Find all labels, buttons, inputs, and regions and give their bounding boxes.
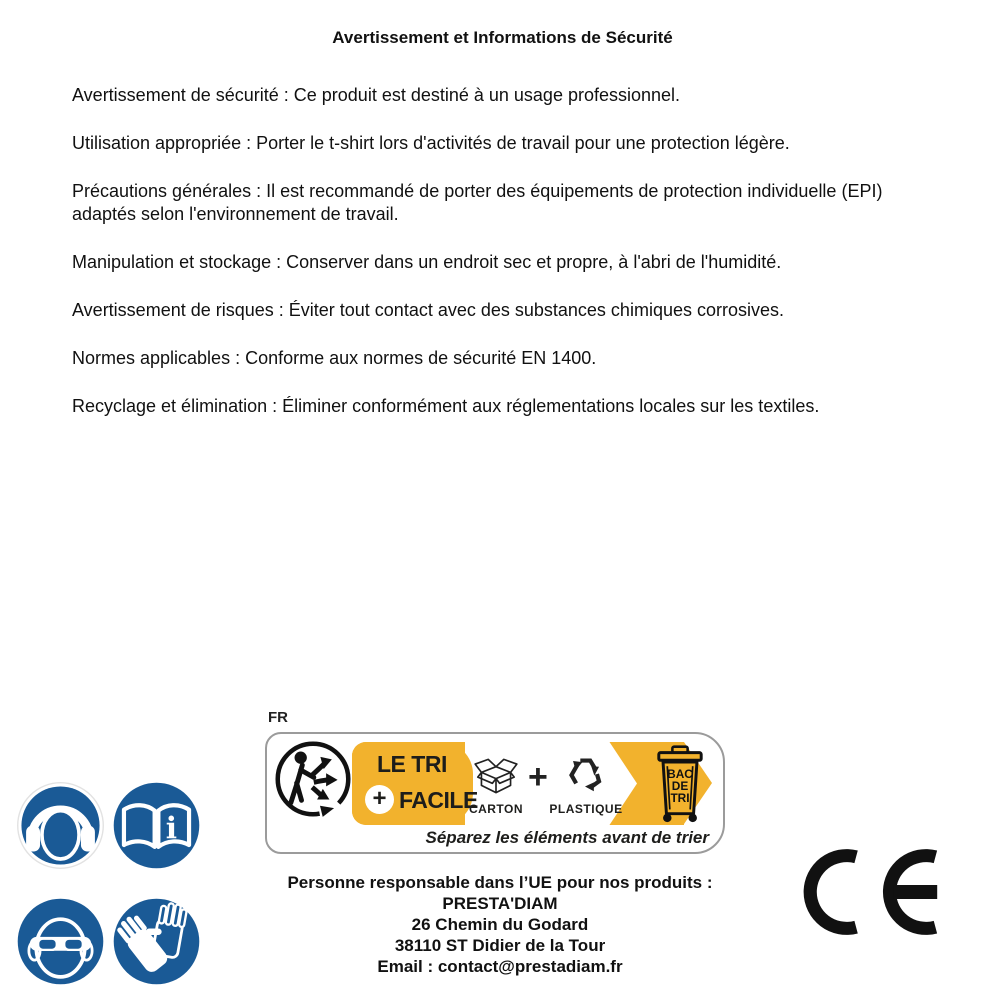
- email-line: Email : contact@prestadiam.fr: [377, 957, 623, 976]
- carton-label: CARTON: [468, 802, 524, 816]
- le-tri-facile-block: [352, 742, 478, 825]
- safety-paragraph: Manipulation et stockage : Conserver dans un endroit sec et propre, à l'abri de l'humidité.: [72, 252, 782, 272]
- bin-text-line: TRI: [670, 790, 690, 805]
- address-line: 38110 ST Didier de la Tour: [394, 936, 606, 955]
- wear-eye-protection-icon: [14, 895, 107, 988]
- safety-paragraph: Recyclage et élimination : Éliminer conformément aux réglementations locales sur les textiles.: [72, 396, 820, 416]
- safety-paragraph: Avertissement de risques : Éviter tout contact avec des substances chimiques corrosives.: [72, 300, 784, 320]
- separate-elements-note: Séparez les éléments avant de trier: [425, 828, 709, 847]
- triman-icon: [272, 738, 354, 820]
- responsible-person-block: [250, 872, 750, 977]
- country-code-label: FR: [268, 709, 288, 726]
- sorting-bin-icon: [654, 745, 706, 823]
- info-letter: i: [165, 811, 178, 847]
- page-title: Avertissement et Informations de Sécurité: [332, 28, 673, 47]
- bin-text-line: BAC: [667, 767, 693, 782]
- bin-text-line: DE: [671, 778, 689, 793]
- safety-paragraphs: [72, 84, 934, 443]
- carton-box-icon: [470, 751, 522, 799]
- materials-plus-sign: +: [528, 758, 548, 796]
- responsible-line: Personne responsable dans l’UE pour nos produits :: [287, 873, 713, 892]
- plastic-recycling-icon: [558, 747, 612, 799]
- safety-paragraph: Normes applicables : Conforme aux normes de sécurité EN 1400.: [72, 348, 597, 368]
- plastique-label: PLASTIQUE: [549, 802, 623, 816]
- safety-paragraph: Utilisation appropriée : Porter le t-shirt lors d'activités de travail pour une protection légère.: [72, 133, 790, 153]
- safety-paragraph: Avertissement de sécurité : Ce produit est destiné à un usage professionnel.: [72, 85, 681, 105]
- read-instruction-manual-icon: [110, 779, 203, 872]
- wear-ear-protection-icon: [14, 779, 107, 872]
- plus-circle-icon: +: [365, 785, 394, 814]
- facile-text: FACILE: [399, 787, 478, 813]
- address-line: 26 Chemin du Godard: [411, 915, 589, 934]
- le-tri-text: LE TRI: [377, 751, 447, 777]
- wear-protective-gloves-icon: [110, 895, 203, 988]
- company-name: PRESTA'DIAM: [442, 894, 558, 913]
- ce-marking-logo: [800, 845, 940, 939]
- infotri-label: [265, 732, 725, 854]
- safety-paragraph: Précautions générales : Il est recommandé de porter des équipements de protection individuelle (EPI) adaptés selon l'environnement de travail.: [72, 181, 883, 224]
